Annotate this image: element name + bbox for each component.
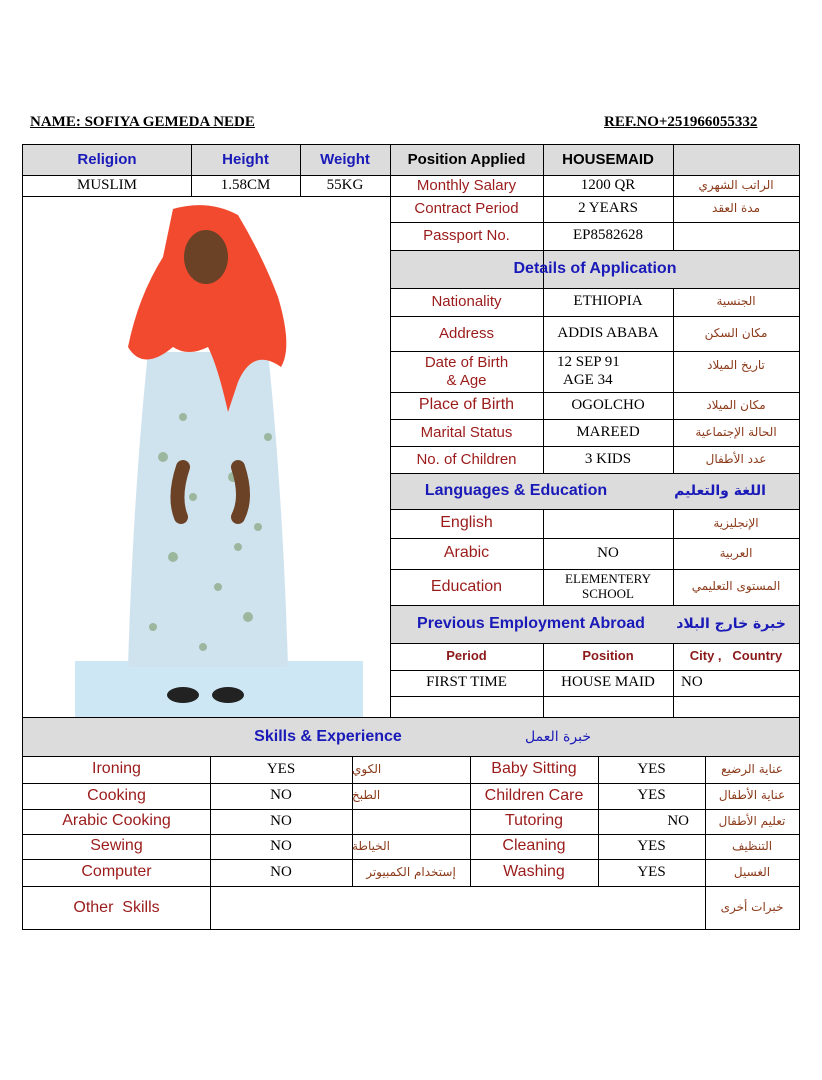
employment-city-header: City , Country — [689, 648, 783, 664]
address-label: Address — [438, 324, 495, 342]
skills-title: Skills & Experience — [254, 727, 402, 745]
monthly-salary-value: 1200 QR — [580, 176, 636, 193]
skill-arabic: عناية الأطفال — [718, 788, 786, 803]
contract-period-arabic: مدة العقد — [712, 201, 760, 216]
employment-position-value: HOUSE MAID — [561, 674, 655, 691]
reference-number: REF.NO+251966055332 — [604, 114, 758, 130]
arabic-value: NO — [597, 544, 619, 561]
children-arabic: عدد الأطفال — [705, 451, 767, 466]
skill-arabic: الخياطة — [352, 838, 390, 853]
skill-label: Sewing — [90, 837, 143, 855]
skill-label: Children Care — [484, 786, 584, 804]
skill-label: Arabic Cooking — [62, 812, 171, 830]
dob-value-cell — [543, 351, 673, 392]
weight-label: Weight — [320, 151, 370, 169]
place-of-birth-label: Place of Birth — [418, 396, 515, 414]
marital-status-value: MAREED — [576, 423, 640, 440]
skill-label: Washing — [503, 863, 565, 881]
education-value-line1: ELEMENTERY — [565, 571, 651, 587]
english-value — [543, 509, 673, 538]
passport-value: EP8582628 — [572, 227, 643, 244]
other-skills-label: Other Skills — [73, 898, 160, 916]
contract-period-label: Contract Period — [414, 200, 519, 218]
position-applied-value: HOUSEMAID — [562, 151, 654, 169]
skill-label: Tutoring — [504, 812, 564, 830]
dob-value: 12 SEP 91 — [557, 354, 620, 371]
skill-value: NO — [270, 837, 292, 854]
employment-title-arabic: خبرة خارج البلاد — [676, 616, 786, 633]
skill-arabic: التنظيف — [731, 838, 773, 853]
skill-arabic: الكوي — [352, 761, 382, 776]
address-value: ADDIS ABABA — [557, 324, 659, 341]
skill-label: Ironing — [92, 760, 141, 778]
education-arabic: المستوى التعليمي — [691, 579, 781, 594]
skill-value: YES — [637, 787, 666, 804]
candidate-photo — [23, 197, 390, 717]
children-label: No. of Children — [416, 450, 517, 468]
age-value: AGE 34 — [563, 371, 613, 388]
religion-value: MUSLIM — [76, 176, 137, 193]
contract-period-value: 2 YEARS — [578, 200, 638, 217]
skill-value: YES — [637, 760, 666, 777]
employment-period-header: Period — [446, 648, 487, 664]
nationality-label: Nationality — [431, 293, 502, 311]
employment-period-value: FIRST TIME — [426, 674, 507, 691]
employment-city-value: NO — [681, 674, 703, 691]
height-value: 1.58CM — [220, 176, 271, 193]
skill-value: YES — [637, 863, 666, 880]
skill-value: NO — [270, 863, 292, 880]
skill-arabic: تعليم الأطفال — [718, 813, 786, 828]
skill-arabic: عناية الرضيع — [721, 761, 783, 776]
address-arabic: مكان السكن — [704, 325, 768, 340]
marital-status-label: Marital Status — [420, 423, 513, 441]
position-applied-label: Position Applied — [407, 151, 526, 169]
skill-arabic — [352, 809, 470, 834]
dob-label: Date of Birth — [424, 354, 509, 372]
age-label: & Age — [446, 371, 487, 389]
place-of-birth-value: OGOLCHO — [571, 396, 645, 413]
marital-status-arabic: الحالة الإجتماعية — [695, 424, 777, 439]
nationality-value: ETHIOPIA — [573, 293, 643, 310]
other-skills-arabic: خبرات أخرى — [720, 900, 784, 915]
education-value-line2: SCHOOL — [581, 586, 634, 601]
education-label: Education — [430, 577, 503, 595]
arabic-label: Arabic — [443, 544, 490, 562]
skill-value: NO — [270, 787, 292, 804]
dob-label-cell — [390, 351, 543, 392]
education-value-cell — [543, 569, 673, 605]
skill-label: Cooking — [87, 786, 146, 804]
skill-label: Cleaning — [502, 837, 566, 855]
skill-arabic: الغسيل — [733, 864, 771, 879]
passport-label: Passport No. — [423, 227, 510, 245]
arabic-arabic: العربية — [719, 545, 753, 560]
height-label: Height — [222, 151, 269, 169]
employment-title: Previous Employment Abroad — [417, 615, 645, 633]
place-of-birth-arabic: مكان الميلاد — [706, 397, 766, 412]
english-arabic: الإنجليزية — [713, 515, 759, 530]
skill-value: YES — [637, 837, 666, 854]
religion-label: Religion — [77, 151, 137, 169]
skill-value: NO — [667, 812, 689, 829]
skill-label: Baby Sitting — [491, 760, 577, 778]
skill-arabic: إستخدام الكمبيوتر — [366, 864, 456, 879]
nationality-arabic: الجنسية — [716, 294, 756, 309]
application-details-title: Details of Application — [513, 260, 677, 278]
languages-title-arabic: اللغة والتعليم — [674, 483, 766, 500]
english-label: English — [440, 514, 493, 532]
application-form — [22, 144, 800, 930]
skill-label: Computer — [81, 863, 152, 881]
employment-position-header: Position — [582, 648, 634, 664]
children-value: 3 KIDS — [584, 450, 632, 467]
monthly-salary-label: Monthly Salary — [416, 176, 517, 194]
skills-title-arabic: خبرة العمل — [525, 728, 591, 745]
weight-value: 55KG — [326, 176, 364, 193]
dob-arabic: تاريخ الميلاد — [707, 358, 765, 373]
skill-value: NO — [270, 812, 292, 829]
candidate-name: NAME: SOFIYA GEMEDA NEDE — [30, 114, 255, 130]
skill-value: YES — [266, 760, 296, 777]
monthly-salary-arabic: الراتب الشهري — [698, 177, 774, 192]
skill-arabic: الطبخ — [352, 788, 381, 803]
languages-title: Languages & Education — [424, 482, 608, 500]
